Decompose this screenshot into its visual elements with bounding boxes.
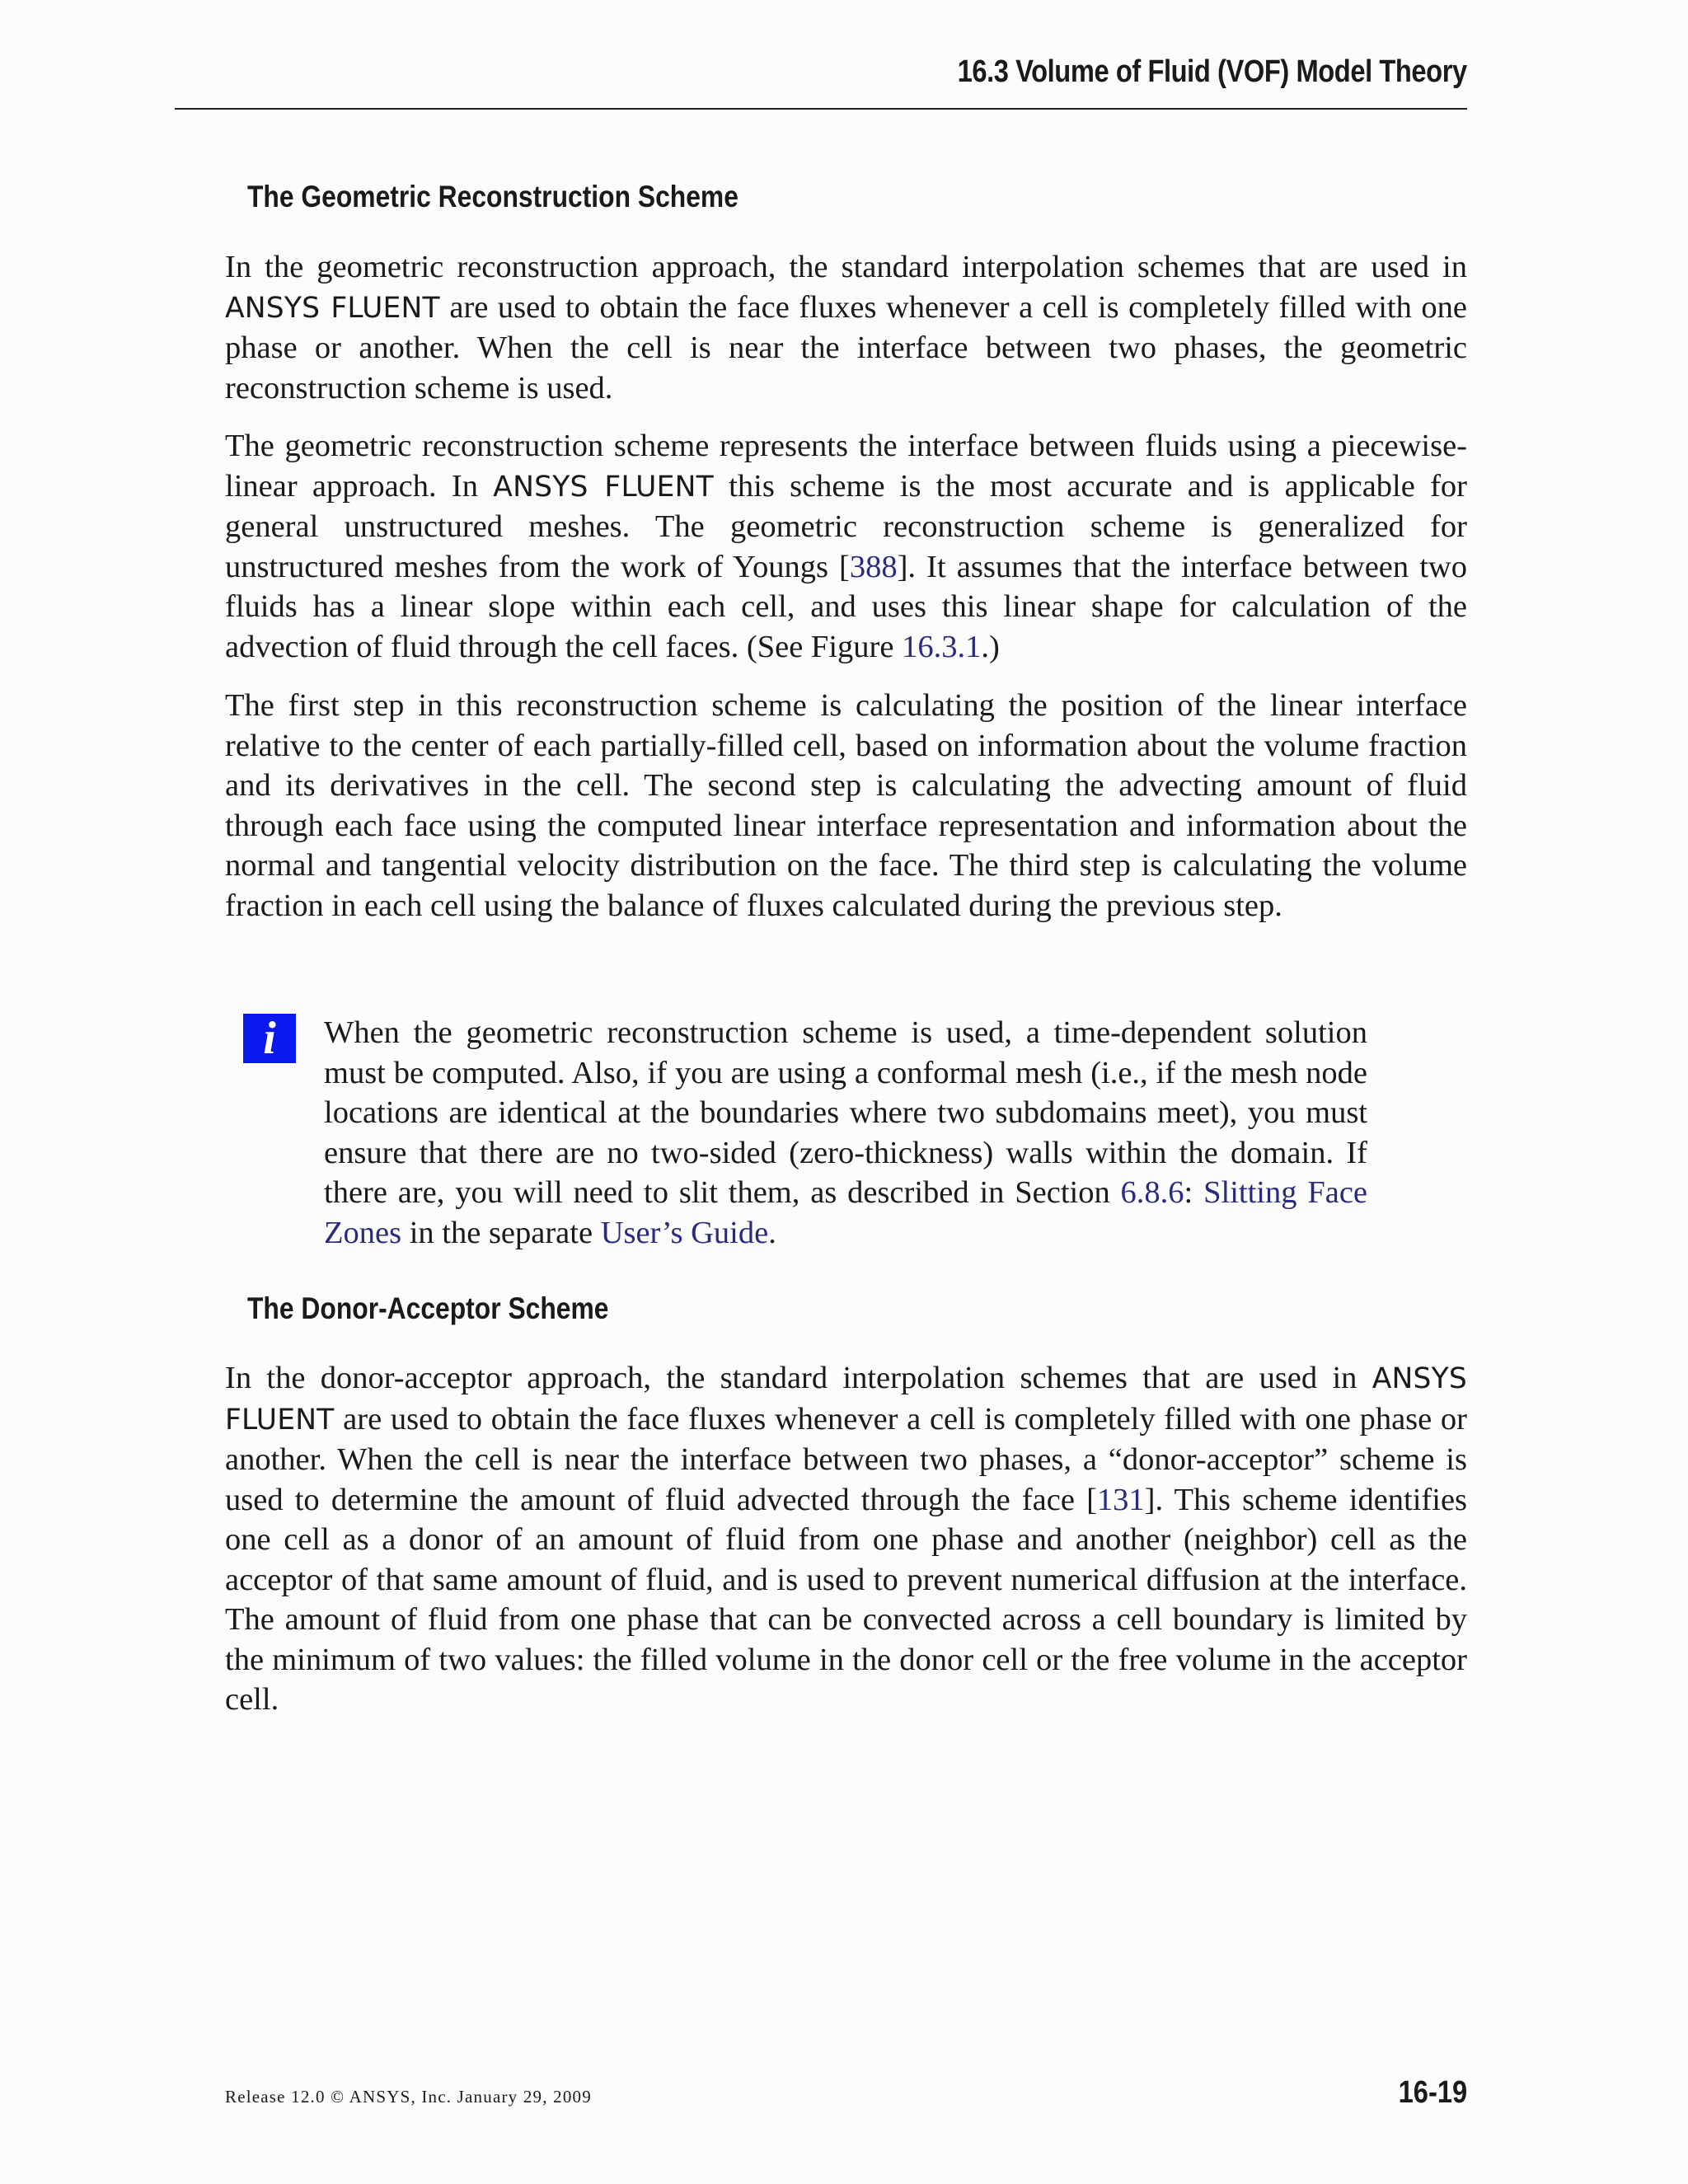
users-guide-link[interactable]: User’s Guide [600, 1215, 769, 1250]
product-name: ANSYS FLUENT [225, 1362, 1467, 1436]
product-name: ANSYS FLUENT [493, 470, 714, 504]
section-heading-geometric: The Geometric Reconstruction Scheme [247, 180, 738, 213]
citation-link-131[interactable]: 131 [1096, 1482, 1145, 1517]
footer-release-info: Release 12.0 © ANSYS, Inc. January 29, 2009 [225, 2087, 592, 2107]
paragraph-geometric-2: The geometric reconstruction scheme represents the interface between fluids using a piecewise-linear approach. In ANSYS FLUENT this scheme is the most accurate and is applicable for general unstructured meshes. The geometric reconstruction scheme is generalized for unstructured meshes from the work of Youngs [388]. It assumes that the interface between two fluids has a linear slope within each cell, and uses this linear shape for calculation of the advection of fluid through the cell faces. (See Figure 16.3.1.) [225, 429, 1467, 664]
paragraph-donor-acceptor-1: In the donor-acceptor approach, the standard interpolation schemes that are used in ANSYS FLUENT are used to obtain the face fluxes whenever a cell is completely filled with one phase or another. When the cell is near the interface between two phases, a “donor-acceptor” scheme is used to determine the amount of fluid advected through the face [131]. This scheme identifies one cell as a donor of an amount of fluid from one phase and another (neighbor) cell as the acceptor of that same amount of fluid, and is used to prevent numerical diffusion at the interface. The amount of fluid from one phase that can be convected across a cell boundary is limited by the minimum of two values: the filled volume in the donor cell or the free volume in the acceptor cell. [225, 1361, 1468, 1717]
figure-link-16-3-1[interactable]: 16.3.1 [902, 629, 982, 664]
paragraph-geometric-1: In the geometric reconstruction approach, the standard interpolation schemes that are used in ANSYS FLUENT are used to obtain the face fluxes whenever a cell is completely filled with one phase or another. When the cell is near the interface between two phases, the geometric reconstruction scheme is used. [225, 250, 1467, 405]
info-note: When the geometric reconstruction scheme is used, a time-dependent solution must be computed. Also, if you are using a conformal mesh (i.e., if the mesh node locations are identical at the boundaries where two subdomains meet), you must ensure that there are no two-sided (zero-thickness) walls within the domain. If there are, you will need to slit them, as described in Section 6.8.6: Slitting Face Zones in the separate User’s Guide. [324, 1015, 1367, 1250]
section-link-6-8-6[interactable]: 6.8.6 [1120, 1175, 1184, 1210]
paragraph-geometric-3: The first step in this reconstruction scheme is calculating the position of the linear interface relative to the center of each partially-filled cell, based on information about the volume fraction and its derivatives in the cell. The second step is calculating the advecting amount of fluid through each face using the computed linear interface representation and information about the normal and tangential velocity distribution on the face. The third step is calculating the volume fraction in each cell using the balance of fluxes calculated during the previous step. [225, 688, 1467, 923]
page-header-title: 16.3 Volume of Fluid (VOF) Model Theory [957, 54, 1467, 89]
citation-link-388[interactable]: 388 [849, 549, 898, 584]
product-name: ANSYS FLUENT [225, 291, 440, 325]
section-title-link[interactable]: Slitting Face Zones [324, 1175, 1367, 1250]
info-icon: i [243, 1014, 296, 1063]
header-divider [175, 108, 1467, 110]
section-heading-donor-acceptor: The Donor-Acceptor Scheme [247, 1291, 609, 1325]
page-number: 16-19 [1398, 2075, 1467, 2110]
